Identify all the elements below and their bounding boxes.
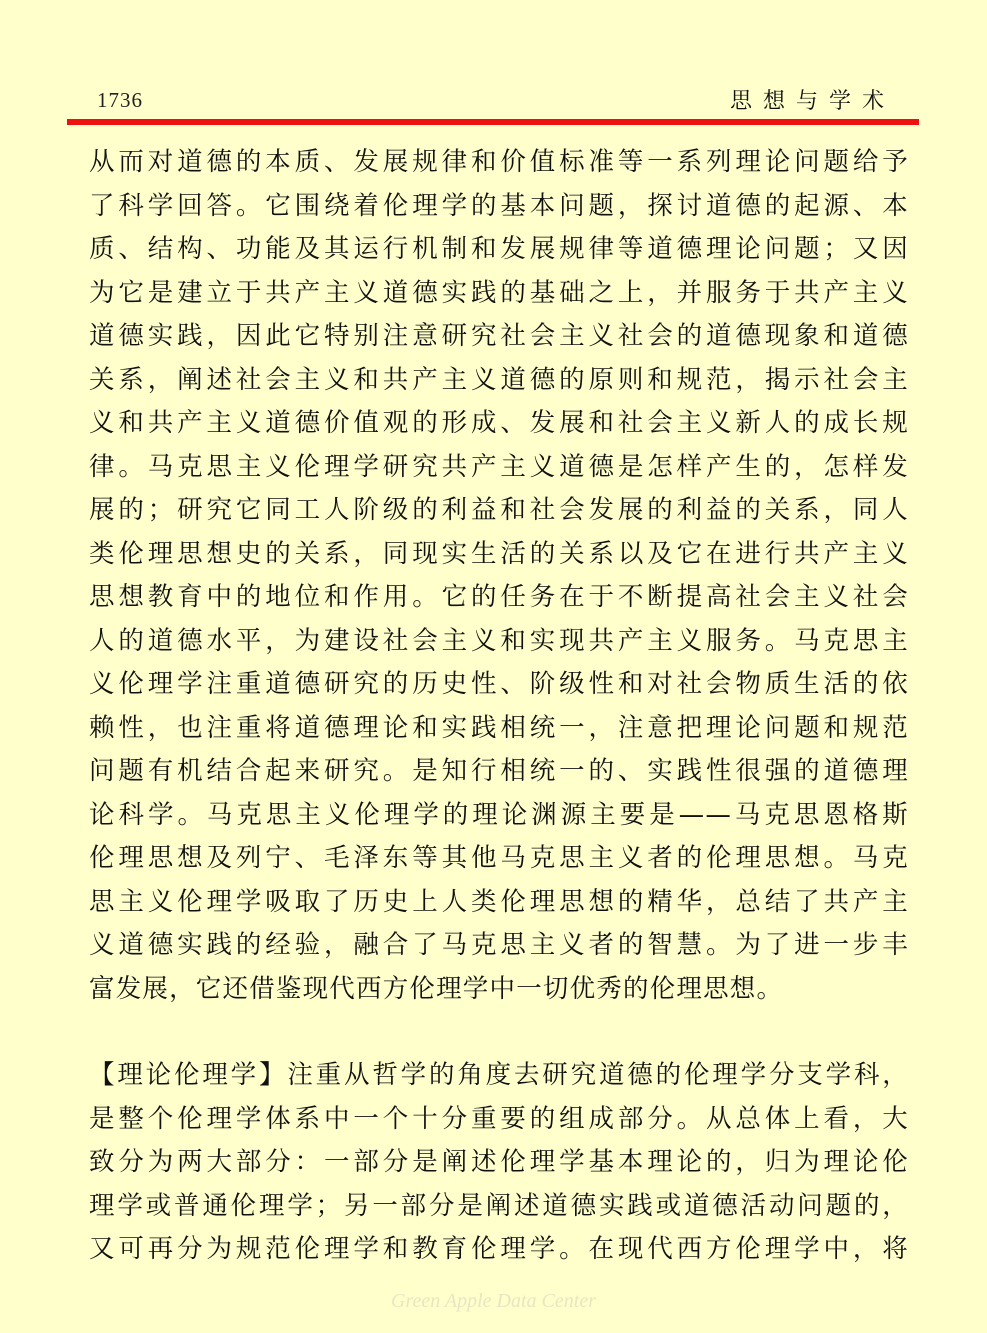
running-title: 思想与学术	[729, 89, 895, 114]
paragraph-gap	[89, 1011, 909, 1054]
text-line: 伦理思想及列宁、毛泽东等其他马克思主义者的伦理思想。马克	[89, 843, 909, 873]
text-line: 思想教育中的地位和作用。它的任务在于不断提高社会主义社会	[89, 582, 909, 612]
watermark: Green Apple Data Center	[391, 1290, 596, 1312]
text-line: 论科学。马克思主义伦理学的理论渊源主要是——马克思恩格斯	[89, 799, 909, 830]
text-line: 义和共产主义道德价值观的形成、发展和社会主义新人的成长规	[89, 408, 909, 438]
text-line: 富发展，它还借鉴现代西方伦理学中一切优秀的伦理思想。	[89, 973, 784, 1004]
text-line: 质、结构、功能及其运行机制和发展规律等道德理论问题；又因	[89, 234, 909, 264]
article-body	[89, 141, 909, 1272]
page-number: 1736	[97, 88, 143, 112]
paragraph-2	[89, 1054, 909, 1272]
header-rule	[67, 119, 919, 125]
text-line: 义伦理学注重道德研究的历史性、阶级性和对社会物质生活的依	[89, 669, 909, 699]
text-line: 类伦理思想史的关系，同现实生活的关系以及它在进行共产主义	[89, 538, 909, 569]
text-line: 思主义伦理学吸取了历史上人类伦理思想的精华，总结了共产主	[89, 886, 909, 917]
text-line: 道德实践，因此它特别注意研究社会主义社会的道德现象和道德	[89, 321, 909, 351]
paragraph-1	[89, 141, 909, 1011]
text-line: 关系，阐述社会主义和共产主义道德的原则和规范，揭示社会主	[89, 364, 909, 395]
text-line: 【理论伦理学】注重从哲学的角度去研究道德的伦理学分支学科，	[89, 1060, 909, 1090]
text-line: 律。马克思主义伦理学研究共产主义道德是怎样产生的，怎样发	[89, 451, 909, 482]
text-line: 为它是建立于共产主义道德实践的基础之上，并服务于共产主义	[89, 277, 909, 308]
text-line: 从而对道德的本质、发展规律和价值标准等一系列理论问题给予	[89, 147, 909, 177]
text-line: 了科学回答。它围绕着伦理学的基本问题，探讨道德的起源、本	[89, 190, 909, 221]
text-line: 是整个伦理学体系中一个十分重要的组成部分。从总体上看，大	[89, 1103, 909, 1134]
text-line: 又可再分为规范伦理学和教育伦理学。在现代西方伦理学中，将	[89, 1234, 909, 1264]
text-line: 问题有机结合起来研究。是知行相统一的、实践性很强的道德理	[89, 756, 909, 786]
text-line: 人的道德水平，为建设社会主义和实现共产主义服务。马克思主	[89, 625, 909, 656]
text-line: 义道德实践的经验，融合了马克思主义者的智慧。为了进一步丰	[89, 930, 909, 960]
text-line: 赖性，也注重将道德理论和实践相统一，注意把理论问题和规范	[89, 712, 909, 743]
text-line: 致分为两大部分：一部分是阐述伦理学基本理论的，归为理论伦	[89, 1147, 909, 1177]
text-line: 理学或普通伦理学；另一部分是阐述道德实践或道德活动问题的，	[89, 1190, 909, 1221]
text-line: 展的；研究它同工人阶级的利益和社会发展的利益的关系，同人	[89, 495, 909, 525]
